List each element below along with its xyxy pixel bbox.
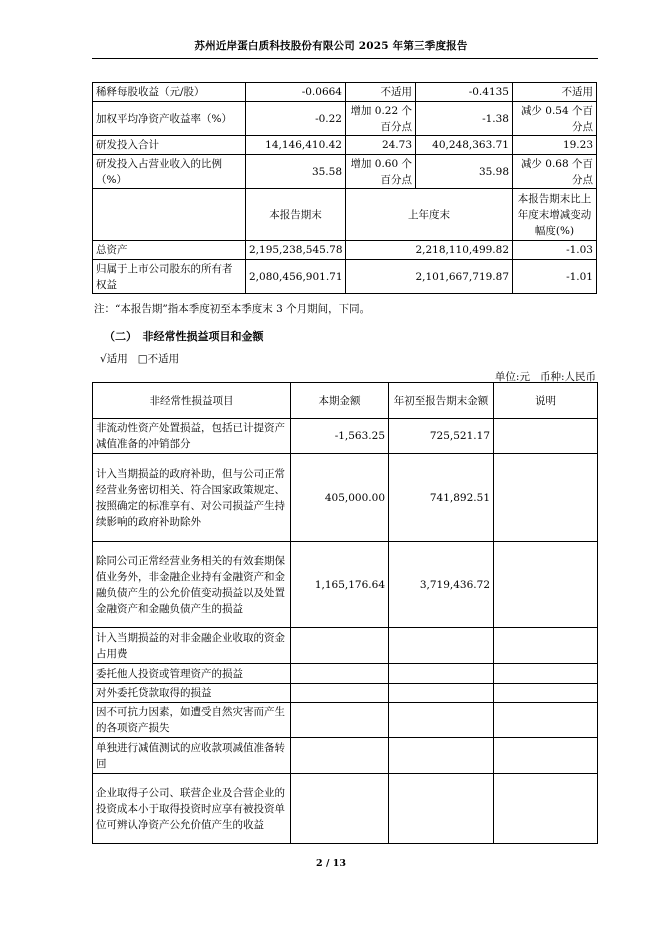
table-header-row [93, 189, 597, 241]
ytd-amount: 741,892.51 [389, 454, 494, 542]
item-label: 单独进行减值测试的应收款项减值准备转回 [93, 738, 291, 774]
ytd-amount [389, 703, 494, 738]
section-title: （二） 非经常性损益项目和金额 [104, 330, 264, 343]
description [494, 419, 598, 454]
table-row [93, 136, 597, 155]
item-label: 企业取得子公司、联营企业及合营企业的投资成本小于取得投资时应享有被投资单位可辨认净资产公允价值产生的收益 [93, 774, 291, 844]
cell-value: -1.38 [416, 102, 513, 136]
description [494, 542, 598, 628]
column-header-change: 本报告期末比上年度末增减变动幅度(%) [513, 189, 597, 241]
column-header-period-end: 本报告期末 [246, 189, 346, 241]
table-row [93, 419, 598, 454]
cell-value: 增加 0.22 个百分点 [346, 102, 416, 136]
cell-value: 增加 0.60 个百分点 [346, 155, 416, 189]
cell-value: 2,101,667,719.87 [346, 260, 513, 294]
not-applicable-option: □不适用 [137, 353, 180, 365]
current-amount: 405,000.00 [291, 454, 389, 542]
description [494, 628, 598, 664]
item-label: 委托他人投资或管理资产的损益 [93, 664, 291, 684]
table-row [93, 241, 597, 260]
cell-value: -1.03 [513, 241, 597, 260]
table-row [93, 703, 598, 738]
cell-value: 14,146,410.42 [246, 136, 346, 155]
applicable-option: √适用 [100, 353, 128, 365]
cell-value: 2,195,238,545.78 [246, 241, 346, 260]
cell-value: -0.0664 [246, 83, 346, 102]
table-row [93, 774, 598, 844]
ytd-amount [389, 628, 494, 664]
ytd-amount [389, 738, 494, 774]
current-amount [291, 664, 389, 684]
table-note: 注：“本报告期”指本季度初至本季度末 3 个月期间，下同。 [94, 303, 371, 315]
table-row [93, 454, 598, 542]
column-header-desc: 说明 [494, 383, 598, 419]
cell-value: -0.4135 [416, 83, 513, 102]
column-header-current: 本期金额 [291, 383, 389, 419]
current-amount [291, 684, 389, 703]
table-row [93, 684, 598, 703]
cell-value: -0.22 [246, 102, 346, 136]
cell-value: 19.23 [513, 136, 597, 155]
item-label: 非流动性资产处置损益，包括已计提资产减值准备的冲销部分 [93, 419, 291, 454]
key-indicators-table [92, 82, 597, 294]
item-label: 计入当期损益的对非金融企业收取的资金占用费 [93, 628, 291, 664]
table-row [93, 738, 598, 774]
column-header-last-year-end: 上年度末 [346, 189, 513, 241]
cell-value: 不适用 [346, 83, 416, 102]
column-header-item: 非经常性损益项目 [93, 383, 291, 419]
ytd-amount: 725,521.17 [389, 419, 494, 454]
page-number: 2 / 13 [316, 858, 346, 869]
ytd-amount: 3,719,436.72 [389, 542, 494, 628]
row-label: 归属于上市公司股东的所有者权益 [93, 260, 246, 294]
row-label: 研发投入占营业收入的比例（%） [93, 155, 246, 189]
cell-value: 40,248,363.71 [416, 136, 513, 155]
table-row [93, 102, 597, 136]
cell-value: 不适用 [513, 83, 597, 102]
item-label: 因不可抗力因素，如遭受自然灾害而产生的各项资产损失 [93, 703, 291, 738]
currency-label: 币种:人民币 [539, 371, 596, 383]
report-header-title: 苏州近岸蛋白质科技股份有限公司 2025 年第三季度报告 [194, 40, 468, 52]
cell-value: 2,218,110,499.82 [346, 241, 513, 260]
row-label: 稀释每股收益（元/股） [93, 83, 246, 102]
cell-value: -1.01 [513, 260, 597, 294]
table-row [93, 83, 597, 102]
current-amount: -1,563.25 [291, 419, 389, 454]
ytd-amount [389, 664, 494, 684]
unit-label: 单位:元 [494, 371, 530, 383]
table-row [93, 542, 598, 628]
item-label: 计入当期损益的政府补助，但与公司正常经营业务密切相关、符合国家政策规定、按照确定的标准享有、对公司损益产生持续影响的政府补助除外 [93, 454, 291, 542]
row-label: 总资产 [93, 241, 246, 260]
item-label: 对外委托贷款取得的损益 [93, 684, 291, 703]
description [494, 454, 598, 542]
current-amount [291, 628, 389, 664]
current-amount [291, 774, 389, 844]
cell-value: 减少 0.68 个百分点 [513, 155, 597, 189]
ytd-amount [389, 774, 494, 844]
current-amount [291, 703, 389, 738]
nonrecurring-items-table [92, 382, 598, 844]
description [494, 684, 598, 703]
description [494, 774, 598, 844]
table-header-row [93, 383, 598, 419]
cell-value: 35.58 [246, 155, 346, 189]
description [494, 738, 598, 774]
table-row [93, 260, 597, 294]
table-row [93, 628, 598, 664]
cell-value: 减少 0.54 个百分点 [513, 102, 597, 136]
cell-value: 35.98 [416, 155, 513, 189]
item-label: 除同公司正常经营业务相关的有效套期保值业务外，非金融企业持有金融资产和金融负债产生的公允价值变动损益以及处置金融资产和金融负债产生的损益 [93, 542, 291, 628]
current-amount [291, 738, 389, 774]
description [494, 664, 598, 684]
cell-value: 24.73 [346, 136, 416, 155]
blank-cell [93, 189, 246, 241]
description [494, 703, 598, 738]
column-header-ytd: 年初至报告期末金额 [389, 383, 494, 419]
ytd-amount [389, 684, 494, 703]
table-row [93, 664, 598, 684]
header-divider [92, 58, 598, 59]
row-label: 加权平均净资产收益率（%） [93, 102, 246, 136]
current-amount: 1,165,176.64 [291, 542, 389, 628]
cell-value: 2,080,456,901.71 [246, 260, 346, 294]
applicability-options [100, 351, 179, 366]
table-row [93, 155, 597, 189]
row-label: 研发投入合计 [93, 136, 246, 155]
